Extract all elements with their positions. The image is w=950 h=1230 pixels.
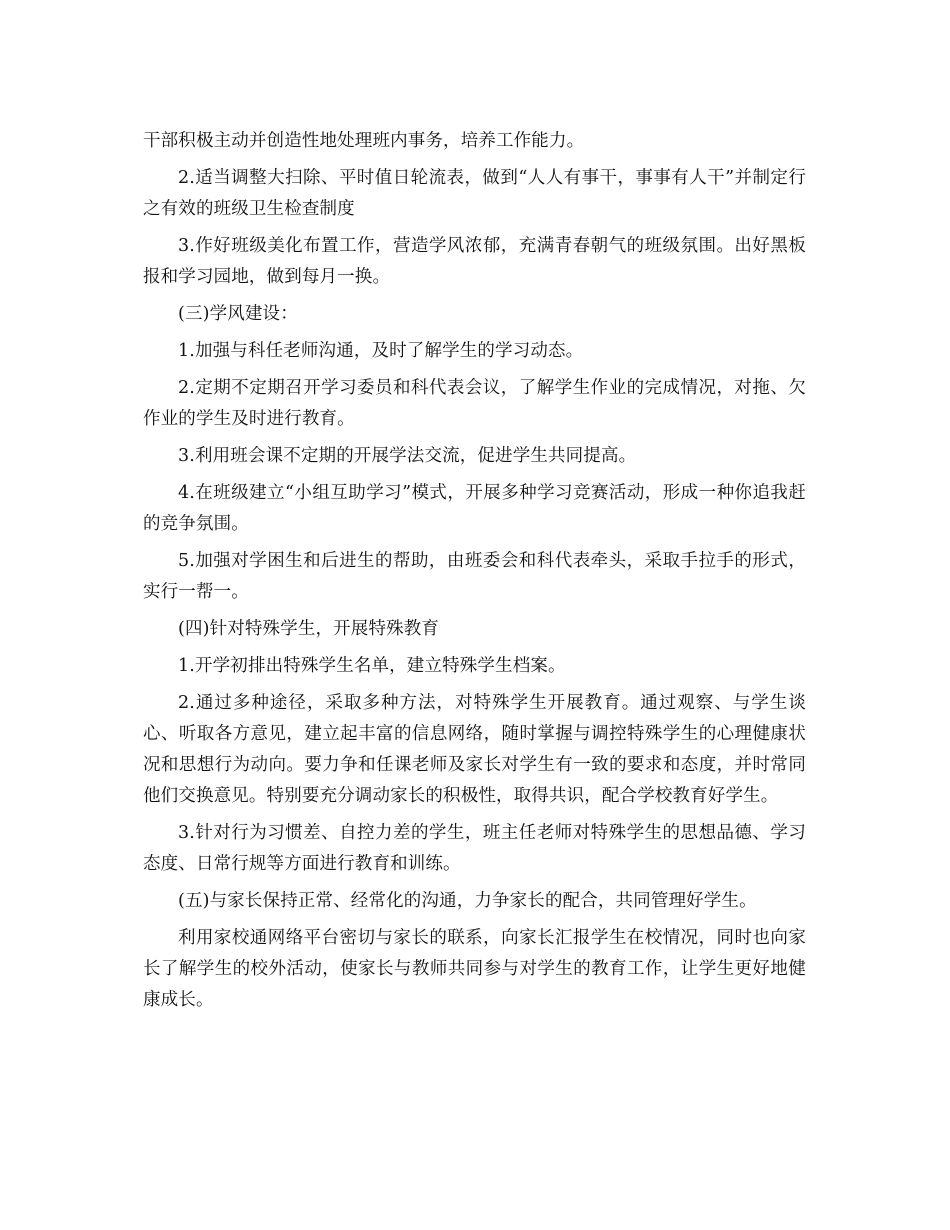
- section-heading-parents: (五)与家长保持正常、经常化的沟通，力争家长的配合，共同管理好学生。: [178, 891, 757, 911]
- paragraph-1: 2.适当调整大扫除、平时值日轮流表，做到“人人有事干，事事有人干”并制定行之有效的班级卫生检查制度: [143, 168, 806, 219]
- section-heading-study-style: (三)学风建设：: [178, 304, 298, 324]
- paragraph-10: 1.开学初排出特殊学生名单，建立特殊学生档案。: [178, 656, 566, 676]
- paragraph-11: 2.通过多种途径，采取多种方法，对特殊学生开展教育。通过观察、与学生谈心、听取各方意见，建立起丰富的信息网络，随时掌握与调控特殊学生的心理健康状况和思想行为动向。要力争和任课老师及家长对学生有一致的要求和态度，并时常同他们交换意见。特别要充分调动家长的积极性，取得共识，配合学校教育好学生。: [143, 693, 806, 806]
- paragraph-4: 1.加强与科任老师沟通，及时了解学生的学习动态。: [178, 341, 584, 361]
- paragraph-14: 利用家校通网络平台密切与家长的联系，向家长汇报学生在校情况，同时也向家长了解学生的校外活动，使家长与教师共同参与对学生的教育工作，让学生更好地健康成长。: [143, 928, 806, 1010]
- paragraph-6: 3.利用班会课不定期的开展学法交流，促进学生共同提高。: [178, 446, 637, 466]
- paragraph-12: 3.针对行为习惯差、自控力差的学生，班主任老师对特殊学生的思想品德、学习态度、日常行规等方面进行教育和训练。: [143, 823, 806, 874]
- paragraph-7: 4.在班级建立“小组互助学习”模式，开展多种学习竞赛活动，形成一种你追我赶的竞争氛围。: [143, 483, 806, 534]
- paragraph-8: 5.加强对学困生和后进生的帮助，由班委会和科代表牵头，采取手拉手的形式，实行一帮一。: [143, 551, 806, 602]
- section-heading-special-students: (四)针对特殊学生，开展特殊教育: [178, 619, 440, 639]
- paragraph-5: 2.定期不定期召开学习委员和科代表会议，了解学生作业的完成情况，对拖、欠作业的学生及时进行教育。: [143, 378, 806, 429]
- paragraph-0: 干部积极主动并创造性地处理班内事务，培养工作能力。: [143, 131, 585, 151]
- paragraph-2: 3.作好班级美化布置工作，营造学风浓郁，充满青春朝气的班级氛围。出好黑板报和学习园地，做到每月一换。: [143, 236, 806, 287]
